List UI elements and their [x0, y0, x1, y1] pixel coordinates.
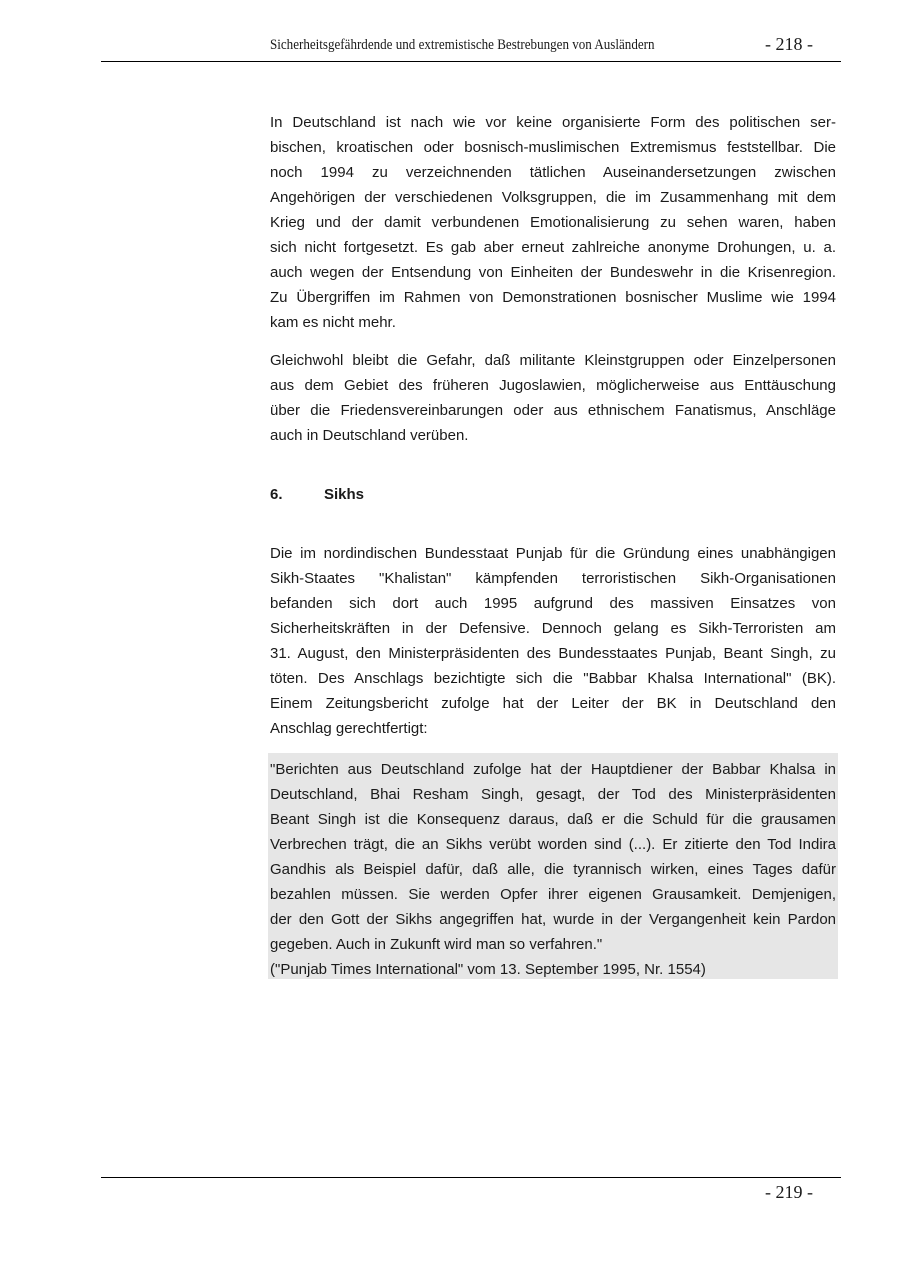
paragraph-yugoslavia-2	[270, 348, 836, 448]
text-line: töten. Des Anschlags bezichtigte sich die "Babbar Khalsa International" (BK).	[270, 670, 836, 687]
text-line: 31. August, den Ministerpräsidenten des Bundesstaates Punjab, Beant Singh, zu	[270, 645, 836, 662]
footer-rule	[101, 1177, 841, 1178]
text-line: Beant Singh ist die Konsequenz daraus, daß er die Schuld für die grausamen	[270, 811, 836, 828]
text-line: Sikh-Staates "Khalistan" kämpfenden terroristischen Sikh-Organisationen	[270, 570, 836, 587]
header-rule	[101, 61, 841, 62]
text-line: Deutschland, Bhai Resham Singh, gesagt, der Tod des Ministerpräsidenten	[270, 786, 836, 803]
text-line: Angehörigen der verschiedenen Volksgruppen, die im Zusammenhang mit dem	[270, 189, 836, 206]
text-line: Krieg und der damit verbundenen Emotionalisierung zu sehen waren, haben	[270, 214, 836, 231]
text-line: kam es nicht mehr.	[270, 314, 396, 331]
section-heading	[270, 486, 364, 503]
text-line: Gleichwohl bleibt die Gefahr, daß militante Kleinstgruppen oder Einzelpersonen	[270, 352, 836, 369]
header-page-number: - 218 -	[765, 34, 813, 54]
text-line: auch wegen der Entsendung von Einheiten der Bundeswehr in die Krisenregion.	[270, 264, 836, 281]
footer-page-number: - 219 -	[765, 1182, 813, 1202]
text-line: gegeben. Auch in Zukunft wird man so verfahren."	[270, 936, 603, 953]
text-line: sich nicht fortgesetzt. Es gab aber erneut zahlreiche anonyme Drohungen, u. a.	[270, 239, 836, 256]
section-number: 6.	[270, 486, 283, 503]
text-line: Anschlag gerechtfertigt:	[270, 720, 428, 737]
text-line: befanden sich dort auch 1995 aufgrund des massiven Einsatzes von	[270, 595, 836, 612]
text-line: Gandhis als Beispiel dafür, daß alle, die tyrannisch wirken, eines Tages dafür	[270, 861, 836, 878]
paragraph-sikhs	[270, 541, 836, 741]
text-line: Sicherheitskräften in der Defensive. Dennoch gelang es Sikh-Terroristen am	[270, 620, 836, 637]
quote-block	[268, 753, 838, 979]
section-title: Sikhs	[324, 486, 365, 503]
text-line: bezahlen müssen. Sie werden Opfer ihrer eigenen Grausamkeit. Demjenigen,	[270, 886, 836, 903]
text-line: über die Friedensvereinbarungen oder aus ethnischem Fanatismus, Anschläge	[270, 402, 836, 419]
text-line: der den Gott der Sikhs angegriffen hat, wurde in der Vergangenheit kein Pardon	[270, 911, 836, 928]
text-line: In Deutschland ist nach wie vor keine organisierte Form des politischen ser-	[270, 114, 836, 131]
text-line: noch 1994 zu verzeichnenden tätlichen Auseinandersetzungen zwischen	[270, 164, 836, 181]
quote-source: ("Punjab Times International" vom 13. September 1995, Nr. 1554)	[270, 961, 706, 978]
text-line: Einem Zeitungsbericht zufolge hat der Leiter der BK in Deutschland den	[270, 695, 836, 712]
text-line: Zu Übergriffen im Rahmen von Demonstrationen bosnischer Muslime wie 1994	[270, 289, 836, 306]
text-line: auch in Deutschland verüben.	[270, 427, 469, 444]
paragraph-yugoslavia-1	[270, 110, 836, 335]
text-line: "Berichten aus Deutschland zufolge hat der Hauptdiener der Babbar Khalsa in	[270, 761, 836, 778]
running-header-title: Sicherheitsgefährdende und extremistische Bestrebungen von Ausländern	[270, 37, 655, 53]
text-line: bischen, kroatischen oder bosnisch-muslimischen Extremismus feststellbar. Die	[270, 139, 836, 156]
text-line: Die im nordindischen Bundesstaat Punjab für die Gründung eines unabhängigen	[270, 545, 836, 562]
text-line: Verbrechen trägt, die an Sikhs verübt worden sind (...). Er zitierte den Tod Indira	[270, 836, 836, 853]
text-line: aus dem Gebiet des früheren Jugoslawien, möglicherweise aus Enttäuschung	[270, 377, 836, 394]
